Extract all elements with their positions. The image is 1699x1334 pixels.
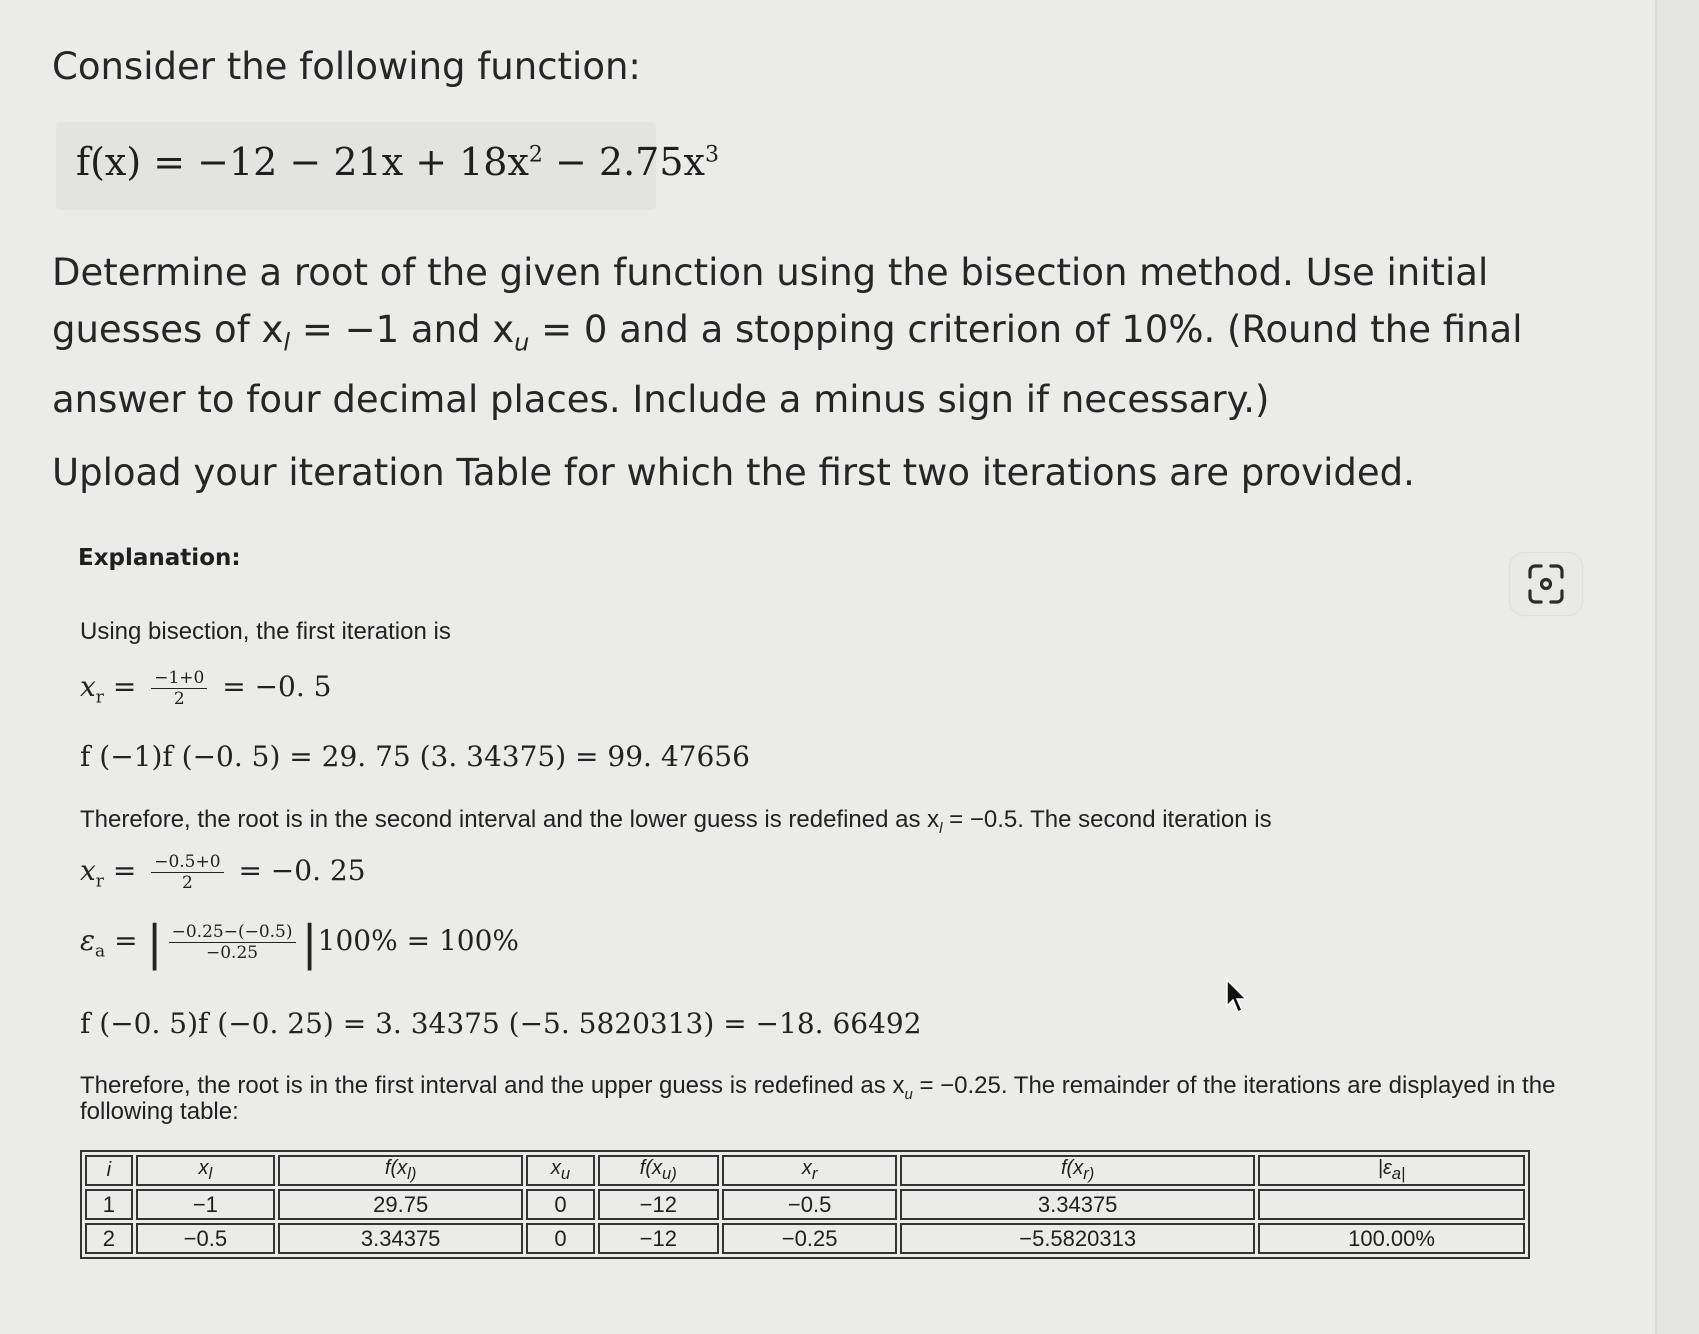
table-cell: −0.25: [722, 1223, 897, 1254]
table-cell: 0: [526, 1223, 594, 1254]
equation-xr-2: $x_r$ = $\frac{-0.5+0}{2}$ = −0. 25: [80, 852, 366, 893]
table-cell: −12: [598, 1223, 719, 1254]
col-header-fxu: $f(x_{u)}$: [598, 1155, 719, 1186]
explanation-line-3: Therefore, the root is in the first interval and the upper guess is redefined as $x_u = -0.25$. The remainder of the iterations are displayed in the: [80, 1072, 1556, 1103]
iteration-table: [80, 1150, 1530, 1259]
scan-button[interactable]: [1510, 553, 1582, 615]
equation-xr-1: $x_r$ = $\frac{-1+0}{2}$ = −0. 5: [80, 668, 332, 709]
table-cell: 3.34375: [278, 1223, 523, 1254]
equation-product-2: f (−0. 5)f (−0. 25) = 3. 34375 (−5. 5820313) = −18. 66492: [80, 1007, 922, 1040]
table-cell: −12: [598, 1189, 719, 1220]
table-cell: −5.5820313: [900, 1223, 1255, 1254]
upload-instruction: Upload your iteration Table for which the first two iterations are provided.: [52, 451, 1415, 494]
table-cell: −0.5: [136, 1223, 275, 1254]
col-header-xu: $x_u$: [526, 1155, 594, 1186]
equation-approx-error: $\varepsilon_a$ = | $\frac{-0.25-(-0.5)}{-0.25}$ |100% = 100%: [80, 914, 520, 971]
col-header-xl: $x_l$: [136, 1155, 275, 1186]
table-cell: 2: [85, 1223, 133, 1254]
table-cell: 1: [85, 1189, 133, 1220]
col-header-fxr: $f(x_{r)}$: [900, 1155, 1255, 1186]
question-text: Determine a root of the given function using the bisection method. Use initial guesses of $x_l = -1$ and $x_u = 0$ and a stopping criterion of 10%. (Round the final answer to four decimal places. Include a minus sign if necessary.): [52, 251, 1523, 422]
table-header-row: [85, 1155, 1525, 1186]
formula-box: [56, 122, 719, 210]
cursor-arrow-icon: [1224, 978, 1250, 1016]
explanation-line-2: Therefore, the root is in the second interval and the lower guess is redefined as $x_l = -0.5$. The second iteration is: [80, 806, 1272, 837]
table-cell: 3.34375: [900, 1189, 1255, 1220]
explanation-line-1: Using bisection, the first iteration is: [80, 618, 451, 645]
col-header-fxl: $f(x_{l)}$: [278, 1155, 523, 1186]
col-header-error: $|\varepsilon_{a|}$: [1258, 1155, 1525, 1186]
scan-icon: [1510, 553, 1582, 615]
table-cell: [1258, 1189, 1525, 1220]
function-formula: $f(x) = -12 - 21x + 18x^2 - 2.75x^3$: [76, 140, 719, 184]
explanation-label: Explanation:: [78, 545, 241, 571]
col-header-i: i: [85, 1155, 133, 1186]
table-cell: 29.75: [278, 1189, 523, 1220]
table-cell: 100.00%: [1258, 1223, 1525, 1254]
col-header-xr: $x_r$: [722, 1155, 897, 1186]
table-cell: −0.5: [722, 1189, 897, 1220]
table-row: [85, 1223, 1525, 1254]
table-cell: −1: [136, 1189, 275, 1220]
table-row: [85, 1189, 1525, 1220]
heading: Consider the following function:: [52, 45, 641, 88]
explanation-line-3-cont: following table:: [80, 1098, 239, 1125]
table-cell: 0: [526, 1189, 594, 1220]
equation-product-1: f (−1)f (−0. 5) = 29. 75 (3. 34375) = 99. 47656: [80, 740, 750, 773]
